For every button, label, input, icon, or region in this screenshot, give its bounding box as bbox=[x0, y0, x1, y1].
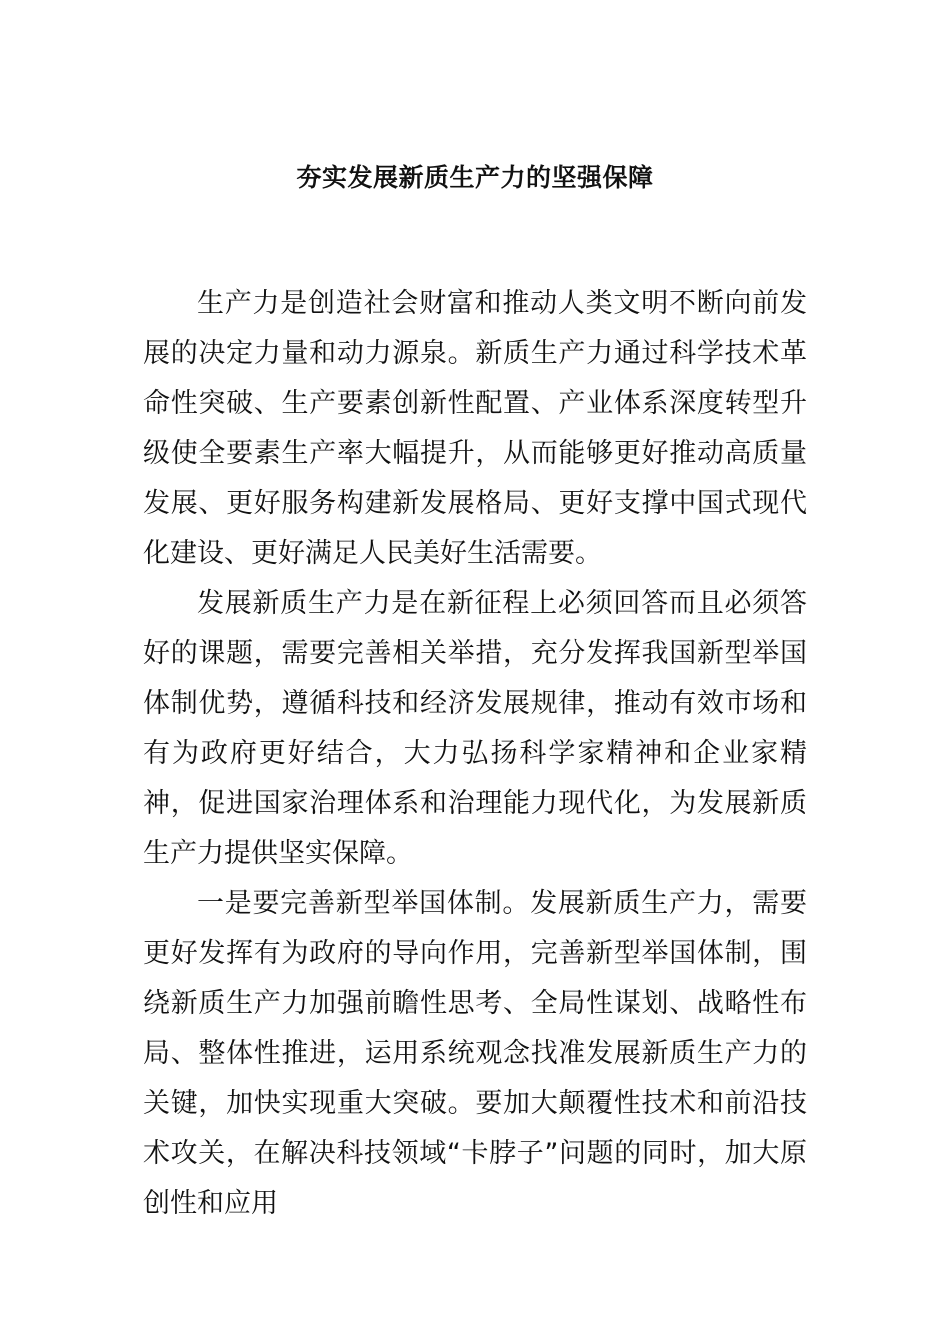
paragraph-2: 发展新质生产力是在新征程上必须回答而且必须答好的课题，需要完善相关举措，充分发挥我国新型举国体制优势，遵循科技和经济发展规律，推动有效市场和有为政府更好结合，大力弘扬科学家精神和企业家精神，促进国家治理体系和治理能力现代化，为发展新质生产力提供坚实保障。 bbox=[143, 588, 807, 869]
paragraph-1: 生产力是创造社会财富和推动人类文明不断向前发展的决定力量和动力源泉。新质生产力通过科学技术革命性突破、生产要素创新性配置、产业体系深度转型升级使全要素生产率大幅提升，从而能够更好推动高质量发展、更好服务构建新发展格局、更好支撑中国式现代化建设、更好满足人民美好生活需要。 bbox=[143, 288, 807, 569]
paragraph-3: 一是要完善新型举国体制。发展新质生产力，需要更好发挥有为政府的导向作用，完善新型举国体制，围绕新质生产力加强前瞻性思考、全局性谋划、战略性布局、整体性推进，运用系统观念找准发展新质生产力的关键，加快实现重大突破。要加大颠覆性技术和前沿技术攻关，在解决科技领域“卡脖子”问题的同时，加大原创性和应用 bbox=[143, 888, 807, 1219]
document-body bbox=[143, 279, 807, 1229]
document-title: 夯实发展新质生产力的坚强保障 bbox=[296, 163, 654, 192]
